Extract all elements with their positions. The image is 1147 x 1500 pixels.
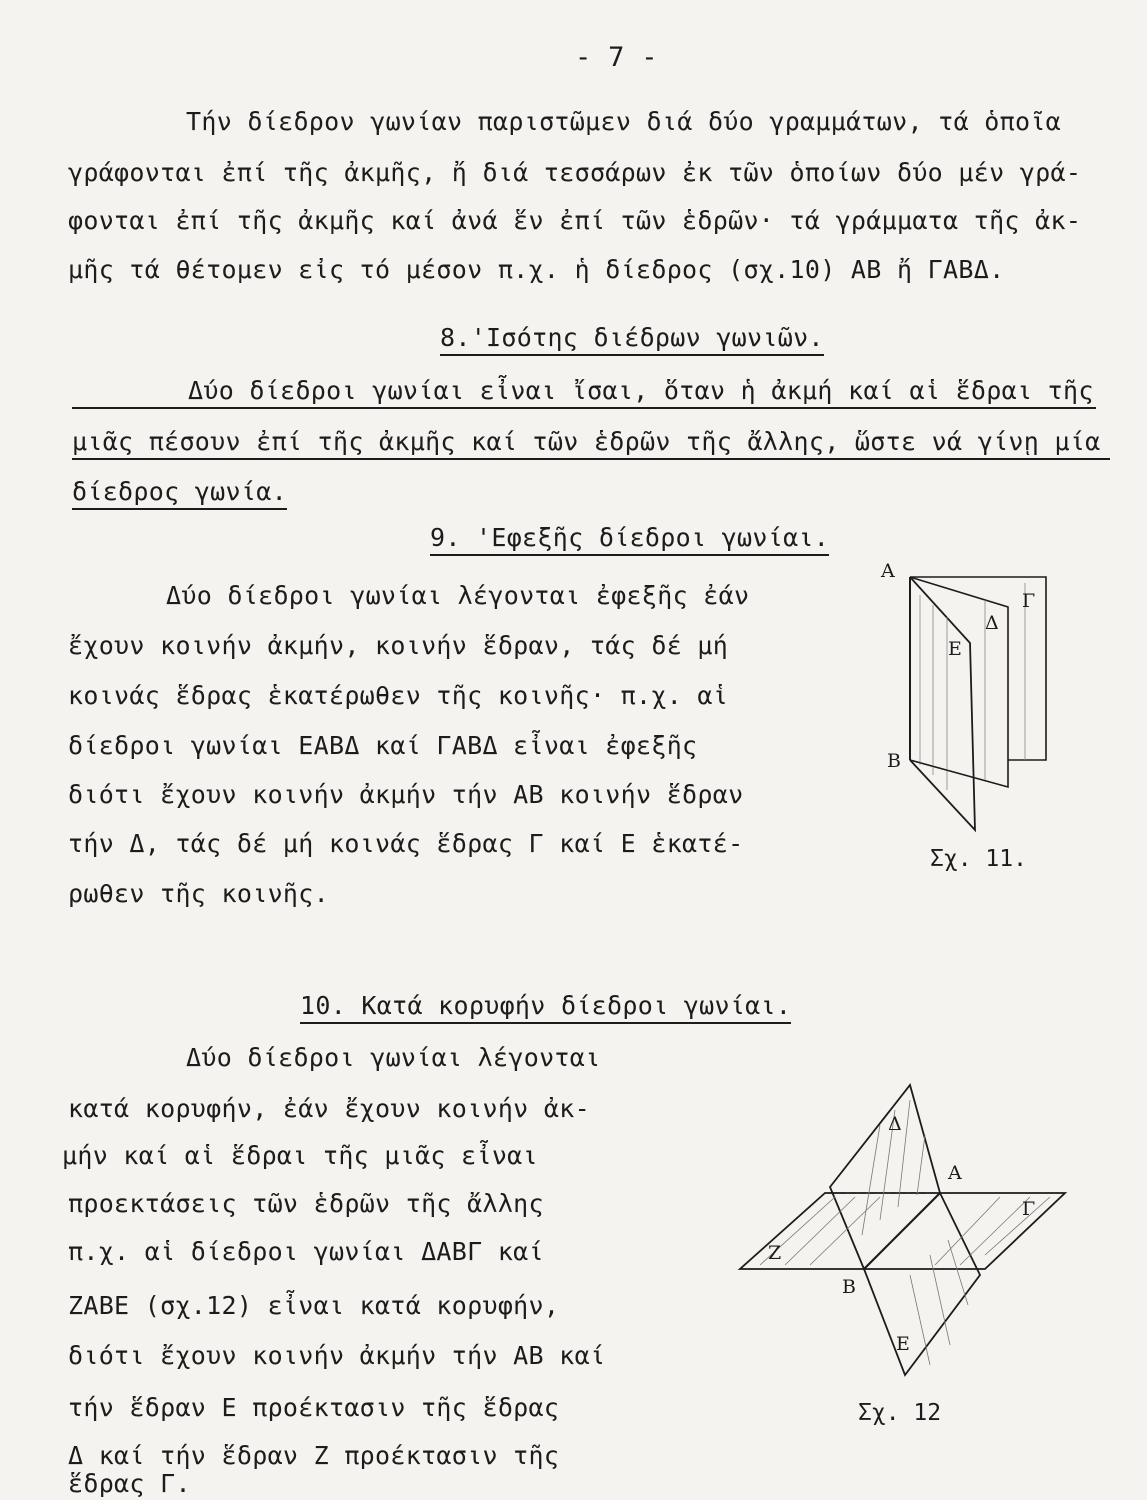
section9-line-2: ἔχουν κοινήν ἀκμήν, κοινήν ἕδραν, τάς δέ μή (68, 631, 729, 660)
figure-11 (875, 555, 1065, 845)
section8-title: 8.'Ισότης διέδρων γωνιῶν. (440, 322, 824, 354)
figure-11-drawing (875, 555, 1065, 845)
figure-11-caption: Σχ. 11. (930, 846, 1027, 872)
fig12-label-G: Γ (1022, 1198, 1036, 1220)
fig12-label-Z: Ζ (768, 1242, 782, 1264)
section9-line-4: δίεδροι γωνίαι ΕΑΒΔ καί ΓΑΒΔ εἶναι ἐφεξῆς (68, 731, 698, 760)
section10-line-5: π.χ. αἱ δίεδροι γωνίαι ΔΑΒΓ καί (68, 1237, 544, 1266)
para1-line-4: μῆς τά θέτομεν εἰς τό μέσον π.χ. ἡ δίεδρος (σχ.10) ΑΒ ἤ ΓΑΒΔ. (68, 255, 1005, 284)
fig11-label-E: Ε (948, 638, 962, 660)
section10-title: 10. Κατά κορυφήν δίεδροι γωνίαι. (300, 990, 791, 1022)
section8-line-1: Δύο δίεδροι γωνίαι εἶναι ἴσαι, ὅταν ἡ ἀκμή καί αἱ ἕδραι τῆς (72, 375, 1096, 409)
fig12-label-D: Δ (888, 1113, 902, 1135)
section9-title: 9. 'Εφεξῆς δίεδροι γωνίαι. (430, 522, 829, 554)
section10-line-1: Δύο δίεδροι γωνίαι λέγονται (186, 1043, 601, 1072)
section9-line-3: κοινάς ἕδρας ἑκατέρωθεν τῆς κοινῆς· π.χ. αἱ (68, 681, 729, 710)
page-number: - 7 - (575, 42, 658, 73)
section8-line-2: μιᾶς πέσουν ἐπί τῆς ἀκμῆς καί τῶν ἑδρῶν τῆς ἄλλης, ὥστε νά γίνῃ μία (72, 426, 1110, 460)
section10-line-2: κατά κορυφήν, ἐάν ἔχουν κοινήν ἀκ- (68, 1094, 590, 1123)
fig11-label-A: Α (881, 560, 895, 582)
section10-line-6: ΖΑΒΕ (σχ.12) εἶναι κατά κορυφήν, (68, 1291, 560, 1320)
section9-line-6: τήν Δ, τάς δέ μή κοινάς ἕδρας Γ καί Ε ἑκατέ- (68, 829, 744, 858)
section9-line-5: διότι ἔχουν κοινήν ἀκμήν τήν ΑΒ κοινήν ἕδραν (68, 780, 744, 809)
fig11-label-B: Β (887, 750, 901, 772)
section9-line-1: Δύο δίεδροι γωνίαι λέγονται ἐφεξῆς ἐάν (166, 581, 750, 610)
section10-line-9: Δ καί τήν ἕδραν Ζ προέκτασιν τῆς (68, 1441, 560, 1470)
fig12-label-B: Β (842, 1276, 856, 1298)
section10-line-4: προεκτάσεις τῶν ἑδρῶν τῆς ἄλλης (68, 1189, 544, 1218)
fig11-label-G: Γ (1022, 590, 1036, 612)
figure-12-caption: Σχ. 12 (858, 1400, 942, 1426)
para1-line-3: φονται ἐπί τῆς ἀκμῆς καί ἀνά ἕν ἐπί τῶν ἑδρῶν· τά γράμματα τῆς ἀκ- (68, 206, 1082, 235)
section10-line-8: τήν ἕδραν Ε προέκτασιν τῆς ἕδρας (68, 1393, 560, 1422)
section8-line-3: δίεδρος γωνία. (72, 476, 287, 508)
para1-line-2: γράφονται ἐπί τῆς ἀκμῆς, ἤ διά τεσσάρων ἐκ τῶν ὁποίων δύο μέν γρά- (68, 158, 1082, 187)
figure-12-drawing (730, 1075, 1075, 1395)
section10-line-10: ἕδρας Γ. (68, 1469, 191, 1498)
figure-12 (730, 1075, 1075, 1395)
section9-line-7: ρωθεν τῆς κοινῆς. (68, 879, 329, 908)
fig12-label-A: Α (948, 1162, 962, 1184)
para1-line-1: Τήν δίεδρον γωνίαν παριστῶμεν διά δύο γραμμάτων, τά ὁποῖα (186, 107, 1062, 136)
fig12-label-E: Ε (896, 1333, 910, 1355)
section10-line-3: μήν καί αἱ ἕδραι τῆς μιᾶς εἶναι (62, 1141, 538, 1170)
fig11-label-D: Δ (985, 612, 999, 634)
section10-line-7: διότι ἔχουν κοινήν ἀκμήν τήν ΑΒ καί (68, 1341, 606, 1370)
